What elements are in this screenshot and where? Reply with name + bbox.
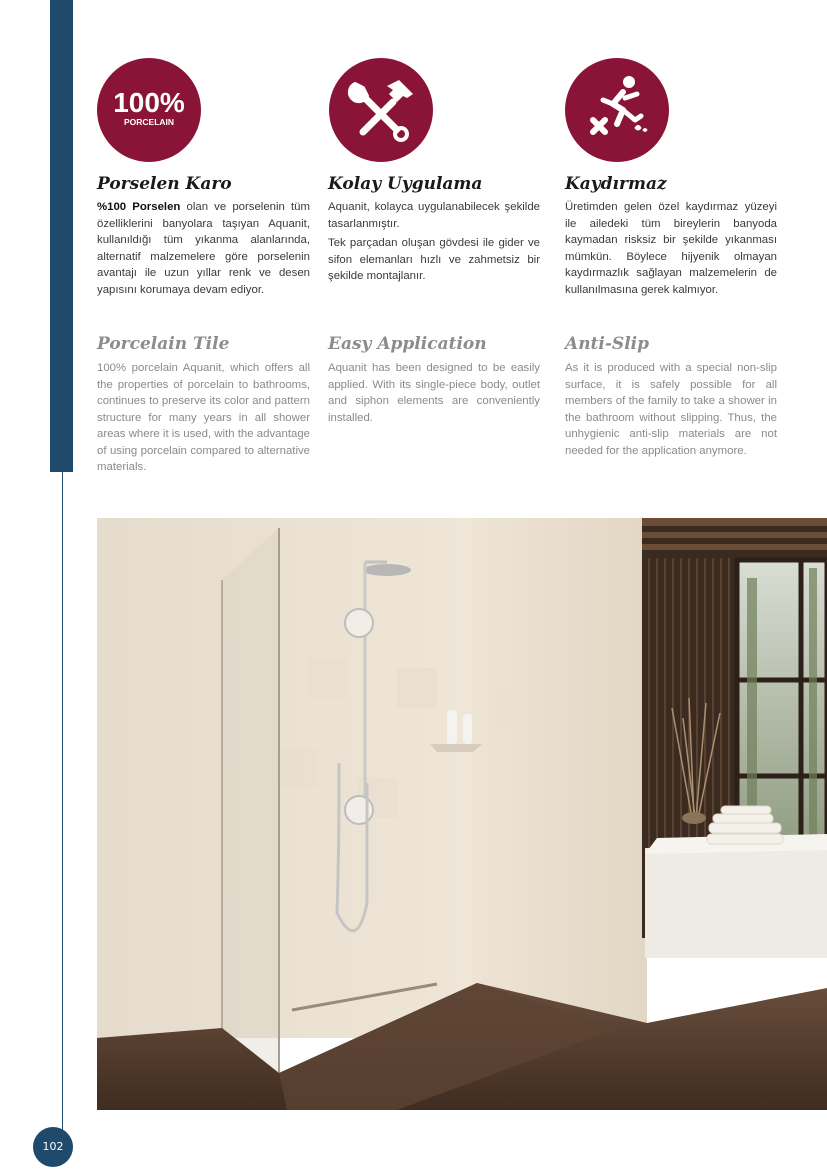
slip-badge: [565, 58, 669, 162]
feature-en-block: [565, 334, 777, 459]
page-number: 102: [33, 1127, 73, 1167]
feature-anti-slip: [565, 58, 777, 457]
side-accent-bar: [50, 0, 73, 472]
feature-body-en: 100% porcelain Aquanit, which offers all the properties of porcelain to bathrooms, continues to preserve its color and pattern structure for many years in all shower areas where it is used, with the advantage of using porcelain compared to alternative materials.: [97, 362, 310, 473]
feature-title-tr: Kaydırmaz: [565, 174, 667, 194]
side-accent-line: [62, 472, 63, 1144]
porcelain-100-icon: [97, 58, 201, 162]
porcelain-badge: [97, 58, 201, 162]
feature-body-en: As it is produced with a special non-slip surface, it is safely possible for all members of the family to take a shower in the bathroom without slipping. Thus, the unhygienic anti-slip materials are not needed for the application anymore.: [565, 362, 777, 457]
porcelain-badge-line1: 100%: [113, 87, 185, 118]
feature-easy-application: [328, 58, 540, 424]
tools-badge: [329, 58, 433, 162]
feature-body-tr-bold: %100 Porselen: [97, 201, 181, 213]
feature-title-tr: Kolay Uygulama: [328, 174, 483, 194]
feature-body-tr: Aquanit, kolayca uygulanabilecek şekilde tasarlanmıştır.: [328, 201, 540, 230]
feature-body-tr: [97, 199, 310, 298]
feature-title-en: Anti-Slip: [565, 334, 649, 354]
feature-title-tr: Porselen Karo: [97, 174, 232, 194]
feature-body-en: Aquanit has been designed to be easily applied. With its single-piece body, outlet and siphon elements are conveniently installed.: [328, 362, 540, 424]
anti-slip-person-icon: [565, 58, 669, 162]
porcelain-badge-line2: PORCELAIN: [123, 117, 175, 127]
feature-porcelain: [97, 58, 310, 473]
feature-en-block: [97, 334, 310, 476]
hammer-wrench-icon: [329, 58, 433, 162]
shower-room-photo: [97, 518, 827, 1110]
feature-title-en: Porcelain Tile: [97, 334, 230, 354]
feature-en-block: [328, 334, 540, 426]
feature-title-en: Easy Application: [328, 334, 487, 354]
feature-body-tr-rest: olan ve porselenin tüm özelliklerini banyolara taşıyan Aquanit, kullanıldığı tüm yıkanma alanlarında, alternatif malzemelere göre porselenin avantajı ile uzun yıllar renk ve desen yapısını korumaya devam ediyor.: [97, 201, 310, 296]
feature-body-tr: Üretimden gelen özel kaydırmaz yüzeyi ile ailedeki tüm bireylerin banyoda kaymadan risksiz bir şekilde yıkanması mümkün. Böylece hijyenik olmayan kaydırmazlık sağlayan malzemelerin de kullanılmasına gerek kalmıyor.: [565, 201, 777, 296]
feature-body-tr-2: Tek parçadan oluşan gövdesi ile gider ve sifon elemanları hızlı ve zahmetsiz bir şekilde montajlanır.: [328, 237, 540, 282]
